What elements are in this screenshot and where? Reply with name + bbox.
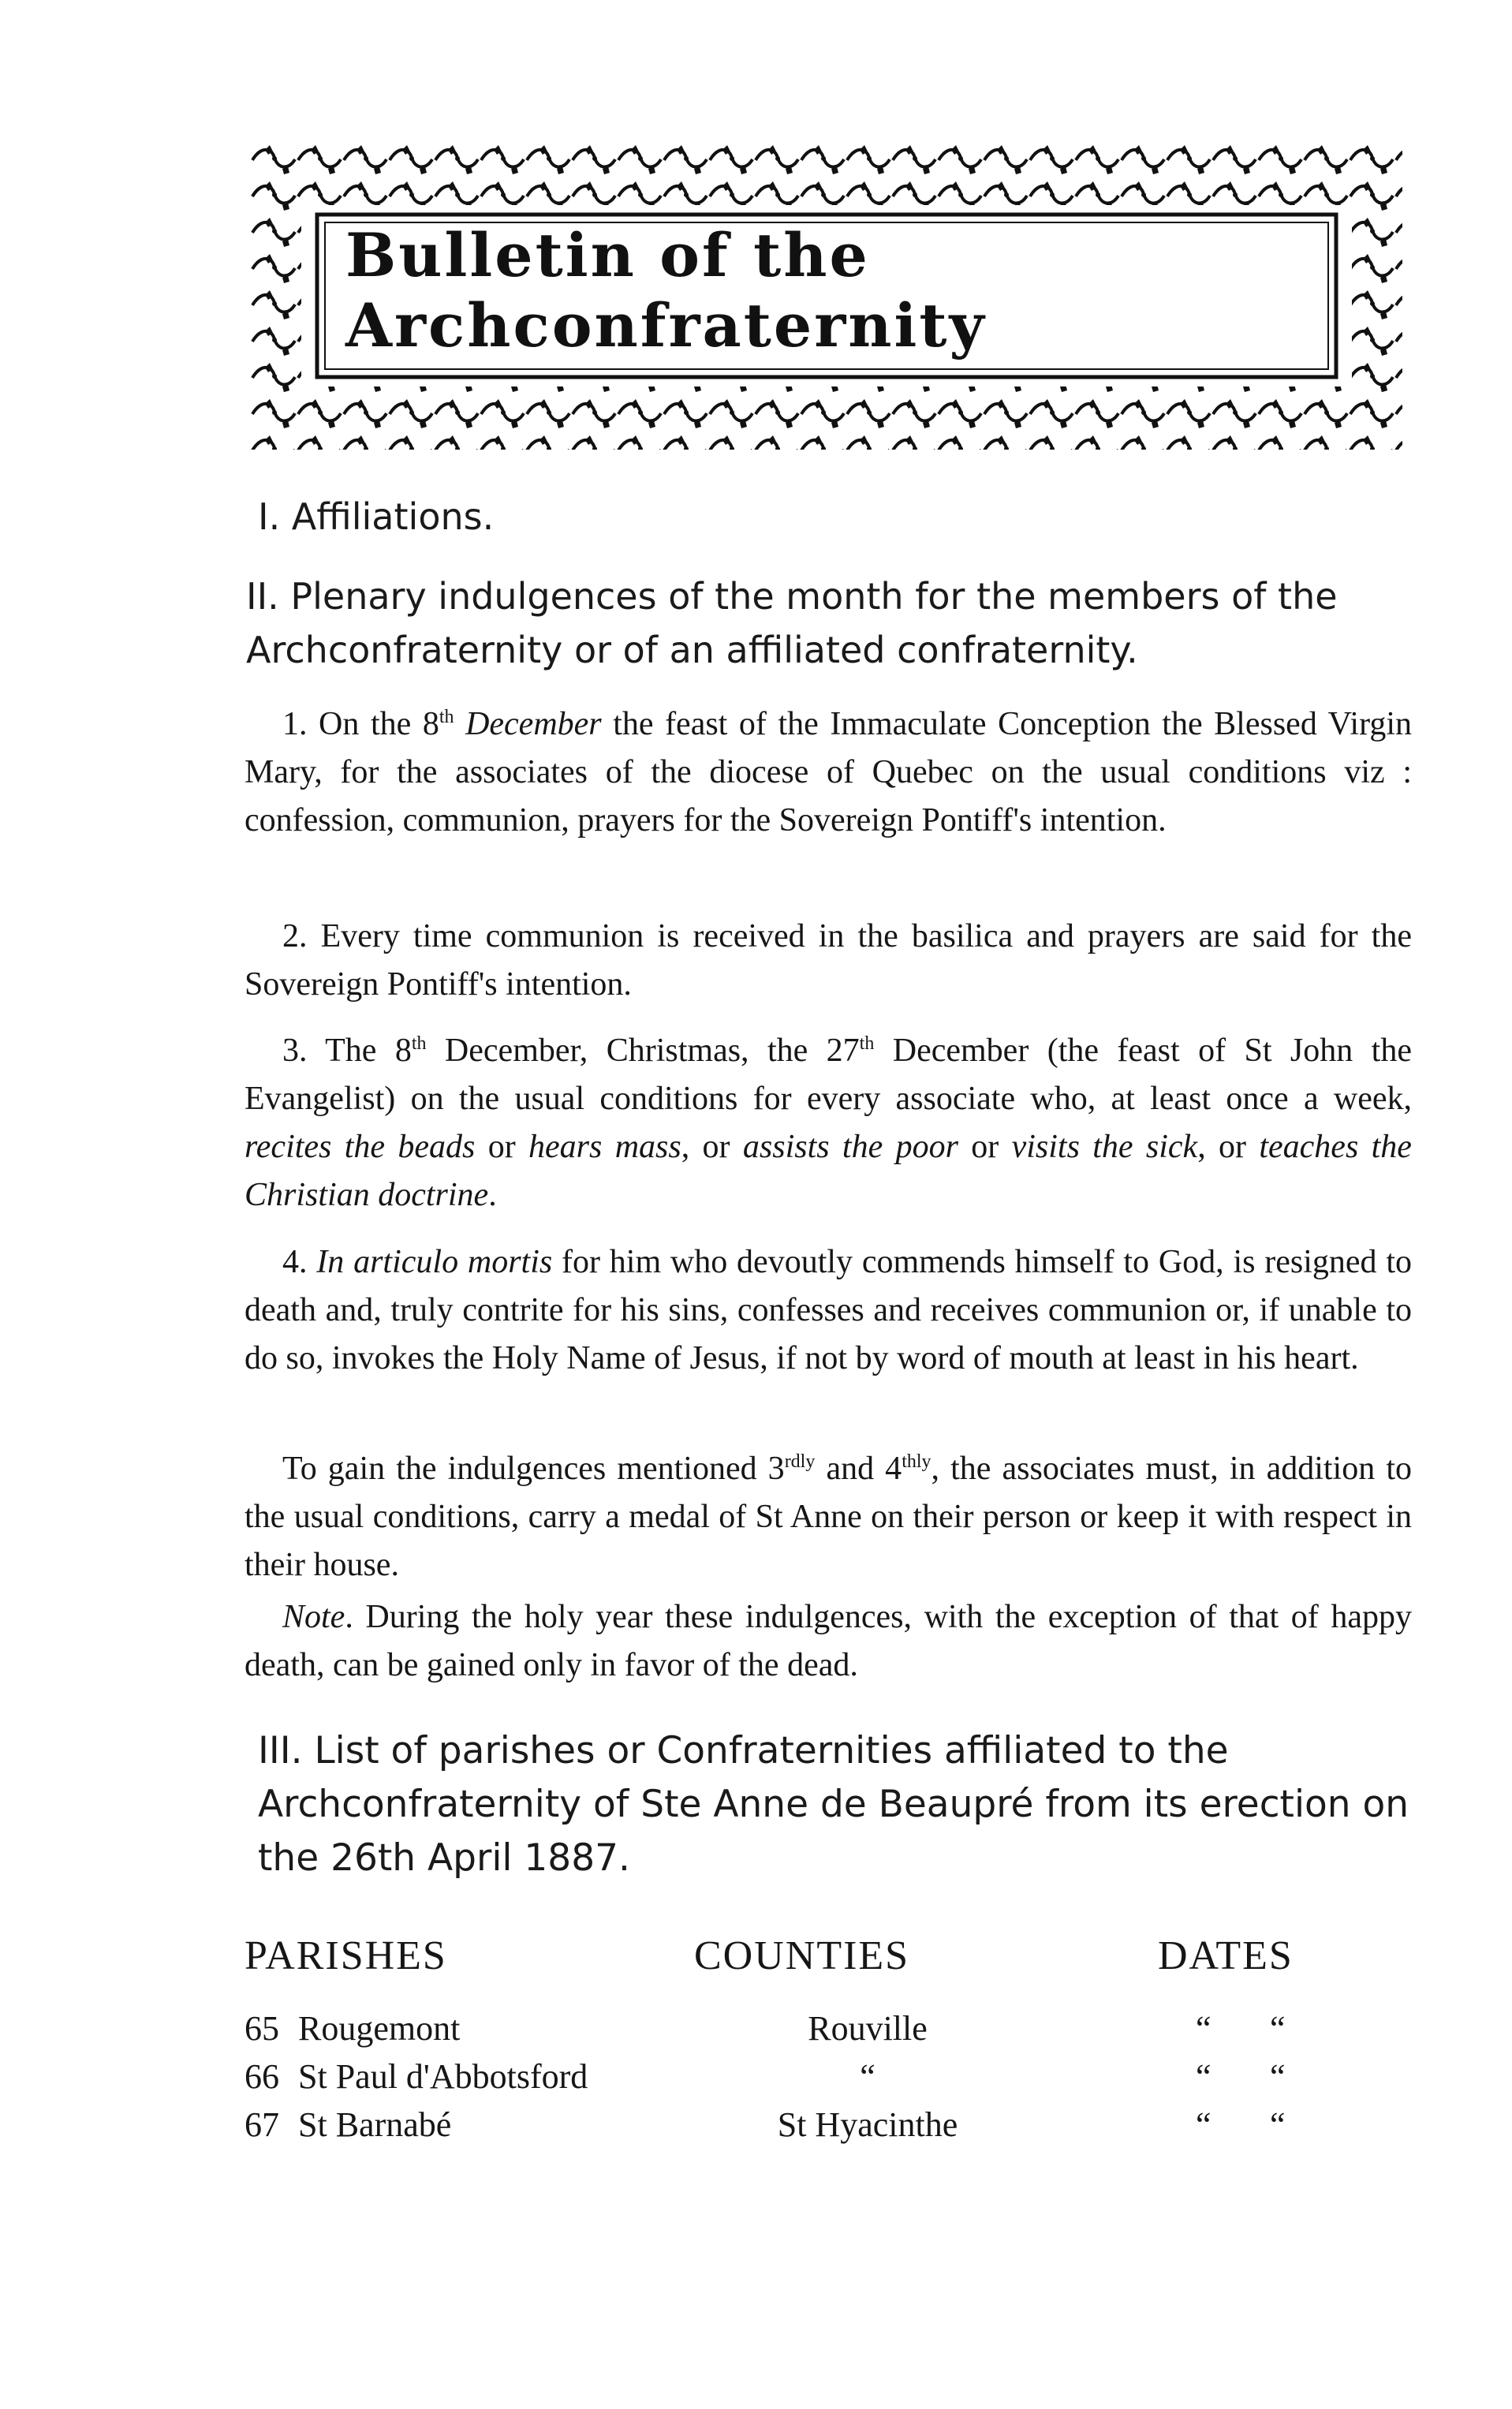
paragraph-2 — [245, 913, 1412, 1009]
row-parish: St Paul d'Abbotsford — [298, 2057, 588, 2096]
row-county: Rouville — [808, 2009, 928, 2048]
column-header-counties: COUNTIES — [694, 1933, 910, 1978]
column-header-parishes: PARISHES — [245, 1933, 447, 1978]
row-number: 67 — [245, 2105, 279, 2144]
p3-i4: visits the sick — [1011, 1129, 1198, 1165]
p1-rest: the feast of the Immaculate Conception the Blessed Virgin Mary, for the associates of the diocese of Quebec on the usual conditions viz : confession, communion, prayers for the Sovereign Pontiff's intention. — [245, 706, 1412, 838]
table-row — [245, 2105, 1412, 2152]
p5-sup2: thly — [902, 1451, 931, 1472]
table-row — [245, 2056, 1412, 2104]
section-indulgences-heading: II. Plenary indulgences of the month for the members of the Archconfraternity or of an affiliated confraternity. — [246, 575, 1338, 671]
header-banner — [251, 142, 1402, 450]
p3-h: . — [488, 1177, 497, 1213]
p3-i3: assists the poor — [742, 1129, 958, 1165]
row-date-ditto-1: “ — [1196, 2009, 1211, 2048]
p5-c: , the associates must, in addition to the usual conditions, carry a medal of St Anne on their person or keep it with respect in their house. — [245, 1451, 1412, 1583]
p5-sup1: rdly — [784, 1451, 816, 1472]
p3-i1: recites the beads — [245, 1129, 476, 1165]
row-date-ditto-2: “ — [1270, 2057, 1286, 2096]
p1-lead: 1. On the 8 — [282, 706, 439, 742]
row-parish: Rougemont — [298, 2009, 461, 2048]
section-list-heading: III. List of parishes or Confraternities affiliated to the Archconfraternity of Ste Anne de Beaupré from its erection on the 26th April 1887. — [258, 1729, 1409, 1880]
row-date-ditto-2: “ — [1270, 2009, 1286, 2048]
paragraph-6 — [245, 1593, 1412, 1690]
paragraph-1 — [245, 700, 1412, 845]
p3-a: 3. The 8 — [282, 1033, 412, 1069]
p3-sup1: th — [411, 1033, 427, 1054]
p4-rest: for him who devoutly commends himself to God, is resigned to death and, truly contrite for his sins, confesses and receives communion or, if unable to do so, invokes the Holy Name of Jesus, if not by word of mouth at least in his heart. — [245, 1244, 1412, 1376]
p2-text: 2. Every time communion is received in the basilica and prayers are said for the Sovereign Pontiff's intention. — [245, 918, 1412, 1003]
p5-b: and 4 — [815, 1451, 902, 1487]
row-date-ditto-2: “ — [1270, 2105, 1286, 2144]
bulletin-title: Bulletin of the Archconfraternity — [345, 220, 987, 360]
p6-rest: . During the holy year these indulgences, with the exception of that of happy death, can be gained only in favor of the dead. — [245, 1599, 1412, 1683]
p3-i2: hears mass — [528, 1129, 681, 1165]
p5-a: To gain the indulgences mentioned 3 — [282, 1451, 785, 1487]
row-number: 66 — [245, 2057, 279, 2096]
paragraph-3 — [245, 1027, 1412, 1219]
p3-f: or — [958, 1129, 1012, 1165]
column-header-dates: DATES — [1158, 1933, 1294, 1978]
section-affiliations-heading: I. Affiliations. — [258, 495, 495, 538]
table-row — [245, 2008, 1412, 2056]
p3-d: or — [475, 1129, 529, 1165]
row-date-ditto-1: “ — [1196, 2105, 1211, 2144]
p3-i5: teaches the Christian doctrine — [245, 1129, 1412, 1213]
p4-lead: 4. — [282, 1244, 317, 1280]
row-parish: St Barnabé — [298, 2105, 452, 2144]
p3-sup2: th — [859, 1033, 875, 1054]
p1-month: December — [465, 706, 602, 742]
p3-c: December (the feast of St John the Evangelist) on the usual conditions for every associate who, at least once a week, — [245, 1033, 1412, 1117]
paragraph-5 — [245, 1445, 1412, 1589]
p1-sup: th — [439, 707, 454, 727]
row-number: 65 — [245, 2009, 279, 2048]
p3-b: December, Christmas, the 27 — [426, 1033, 860, 1069]
paragraph-4 — [245, 1238, 1412, 1383]
row-date-ditto-1: “ — [1196, 2057, 1211, 2096]
row-county: St Hyacinthe — [777, 2105, 958, 2144]
p4-i1: In articulo mortis — [316, 1244, 553, 1280]
p3-g: , or — [1197, 1129, 1260, 1165]
p3-e: , or — [681, 1129, 743, 1165]
p6-i1: Note — [282, 1599, 345, 1635]
row-county: “ — [860, 2057, 875, 2096]
